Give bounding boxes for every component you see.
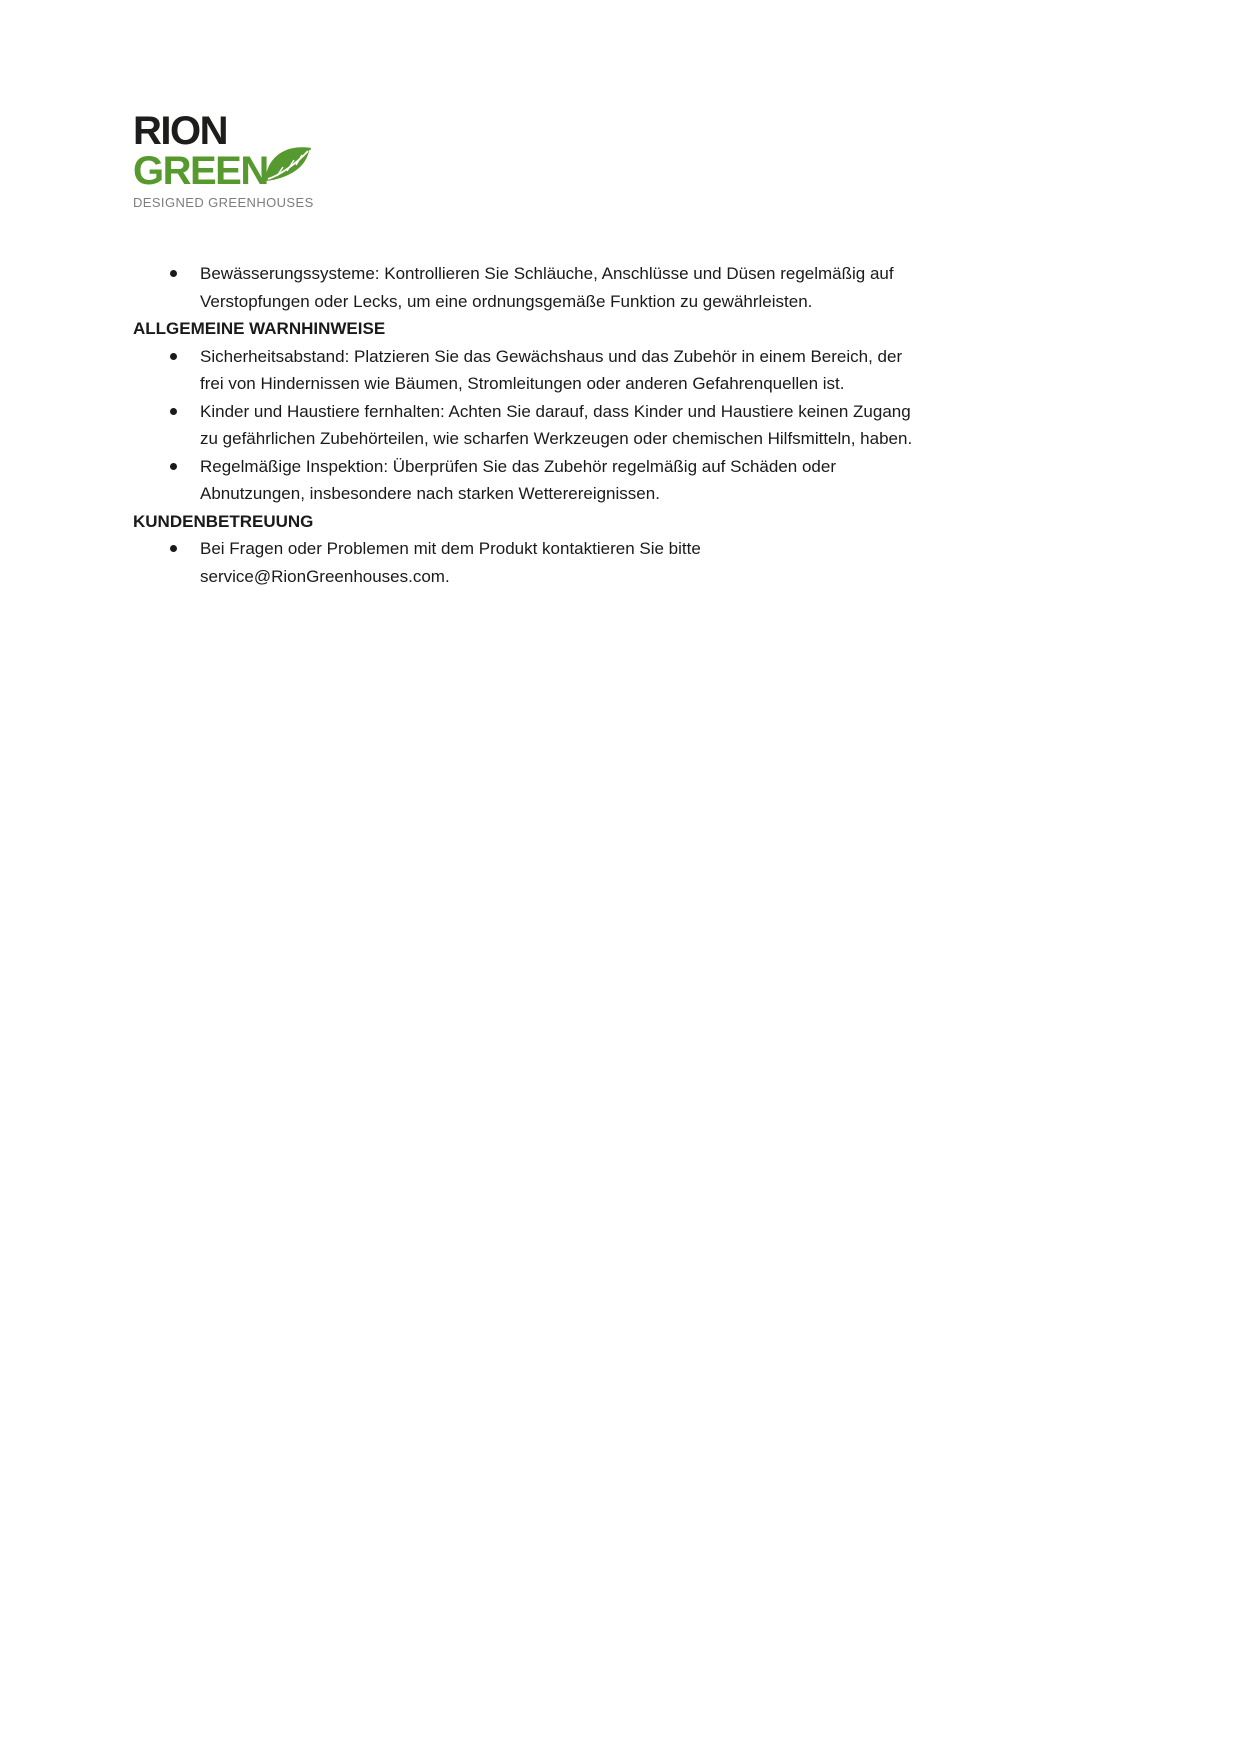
logo-brand-bottom-row xyxy=(133,149,1110,193)
rion-green-logo xyxy=(133,109,1110,210)
bullet-text: Regelmäßige Inspektion: Überprüfen Sie das Zubehör regelmäßig auf Schäden oder Abnutzungen, insbesondere nach starken Wetterereignissen. xyxy=(200,456,836,503)
bullet-list-warnhinweise xyxy=(133,343,1110,508)
bullet-list-kundenbetreuung xyxy=(133,535,1110,590)
section-heading-kundenbetreuung: KUNDENBETREUUNG xyxy=(133,511,314,531)
leaf-icon xyxy=(263,142,313,189)
logo-brand-bottom: GREEN xyxy=(133,149,268,193)
bullet-text: Sicherheitsabstand: Platzieren Sie das Gewächshaus und das Zubehör in einem Bereich, der frei von Hindernissen wie Bäumen, Stromleitungen oder anderen Gefahrenquellen ist. xyxy=(200,346,903,393)
section-heading-allgemeine-warnhinweise: ALLGEMEINE WARNHINWEISE xyxy=(133,319,386,338)
bullet-item xyxy=(133,453,920,508)
bullet-item xyxy=(133,260,920,315)
bullet-text: Bei Fragen oder Problemen mit dem Produkt kontaktieren Sie bitte service@RionGreenhouses.com. xyxy=(200,539,701,586)
bullet-item xyxy=(133,343,920,398)
logo-brand-top: RION xyxy=(133,109,227,153)
bullet-list-watering xyxy=(133,260,1110,315)
bullet-item xyxy=(133,398,920,453)
bullet-text: Bewässerungssysteme: Kontrollieren Sie Schläuche, Anschlüsse und Düsen regelmäßig auf Verstopfungen oder Lecks, um eine ordnungsgemäße Funktion zu gewährleisten. xyxy=(200,264,894,311)
logo-tagline: DESIGNED GREENHOUSES xyxy=(133,195,314,210)
bullet-text: Kinder und Haustiere fernhalten: Achten Sie darauf, dass Kinder und Haustiere keinen Zugang zu gefährlichen Zubehörteilen, wie scharfen Werkzeugen oder chemischen Hilfsmitteln, haben. xyxy=(200,401,913,448)
bullet-item xyxy=(133,535,920,590)
document-content xyxy=(133,260,1110,590)
